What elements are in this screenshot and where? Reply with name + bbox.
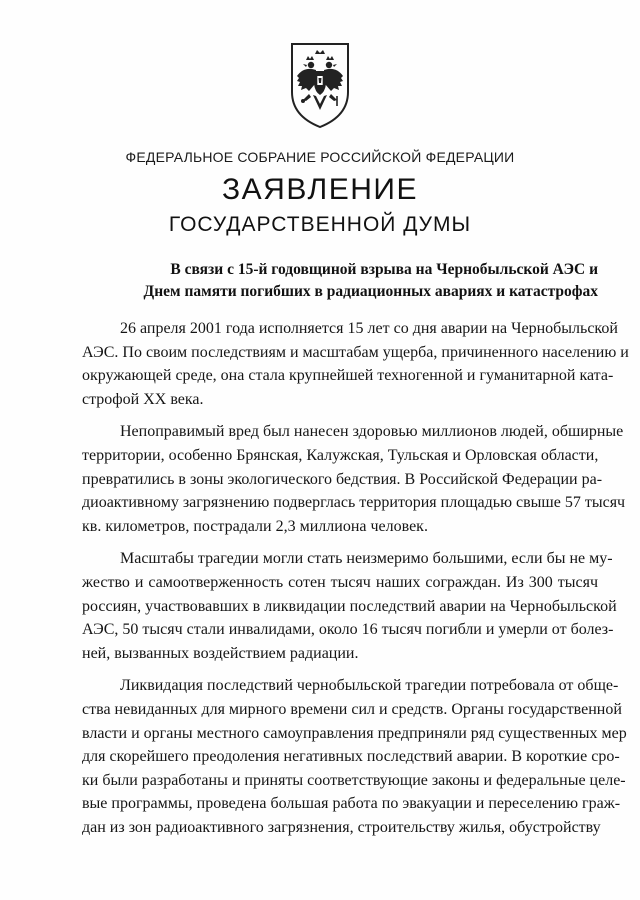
text-line: строфой XX века. <box>82 390 204 408</box>
text-line: 26 апреля 2001 года исполняется 15 лет со дня аварии на Чернобыльской <box>120 320 618 337</box>
document-subtitle: ГОСУДАРСТВЕННОЙ ДУМЫ <box>168 213 472 236</box>
text-line: ки были разработаны и приняты соответствующие законы и федеральные целе- <box>82 771 626 789</box>
text-line: кв. километров, пострадали 2,3 миллиона человек. <box>82 517 428 535</box>
text-line: ства невиданных для мирного времени сил и средств. Органы государственной <box>82 700 622 718</box>
subject-line-2: Днем памяти погибших в радиационных авариях и катастрофах <box>143 283 598 300</box>
paragraph-1 <box>82 317 629 411</box>
text-line: территории, особенно Брянская, Калужская, Тульская и Орловская области, <box>82 446 599 464</box>
text-line: вые программы, проведена большая работа по эвакуации и переселению граж- <box>82 795 621 813</box>
paragraph-3 <box>82 547 617 665</box>
text-line: дан из зон радиоактивного загрязнения, строительству жилья, обустройству <box>82 818 601 836</box>
organization-name: ФЕДЕРАЛЬНОЕ СОБРАНИЕ РОССИЙСКОЙ ФЕДЕРАЦИИ <box>125 149 515 165</box>
text-line: Масштабы трагедии могли стать неизмеримо большими, если бы не му- <box>120 550 613 568</box>
text-line: превратились в зоны экологического бедствия. В Российской Федерации ра- <box>82 470 603 488</box>
text-line: Непоправимый вред был нанесен здоровью миллионов людей, обширные <box>120 423 624 441</box>
document-title: ЗАЯВЛЕНИЕ <box>222 173 418 206</box>
text-line: жество и самоотверженность сотен тысяч наших сограждан. Из 300 тысяч <box>82 573 598 591</box>
russian-coat-of-arms-emblem-icon <box>289 40 351 130</box>
statement-body <box>82 317 629 848</box>
text-line: для скорейшего преодоления негативных последствий аварии. В короткие сро- <box>82 748 620 766</box>
text-line: россиян, участвовавших в ликвидации последствий аварии на Чернобыльской <box>82 597 617 615</box>
text-line: АЭС. По своим последствиям и масштабам ущерба, причиненного населению и <box>82 343 629 361</box>
text-line: власти и органы местного самоуправления предприняли ряд существенных мер <box>82 724 627 742</box>
paragraph-4 <box>82 674 627 839</box>
text-line: диоактивному загрязнению подверглась территория площадью свыше 57 тысяч <box>82 494 626 512</box>
paragraph-2 <box>82 420 626 538</box>
subject-line-1: В связи с 15-й годовщиной взрыва на Чернобыльской АЭС и <box>170 261 598 278</box>
text-line: АЭС, 50 тысяч стали инвалидами, около 16 тысяч погибли и умерли от болез- <box>82 621 614 639</box>
statement-subject <box>120 259 598 303</box>
text-line: ней, вызванных воздействием радиации. <box>82 644 359 662</box>
text-line: окружающей среде, она стала крупнейшей техногенной и гуманитарной ката- <box>82 367 614 385</box>
text-line: Ликвидация последствий чернобыльской трагедии потребовала от обще- <box>120 677 619 695</box>
